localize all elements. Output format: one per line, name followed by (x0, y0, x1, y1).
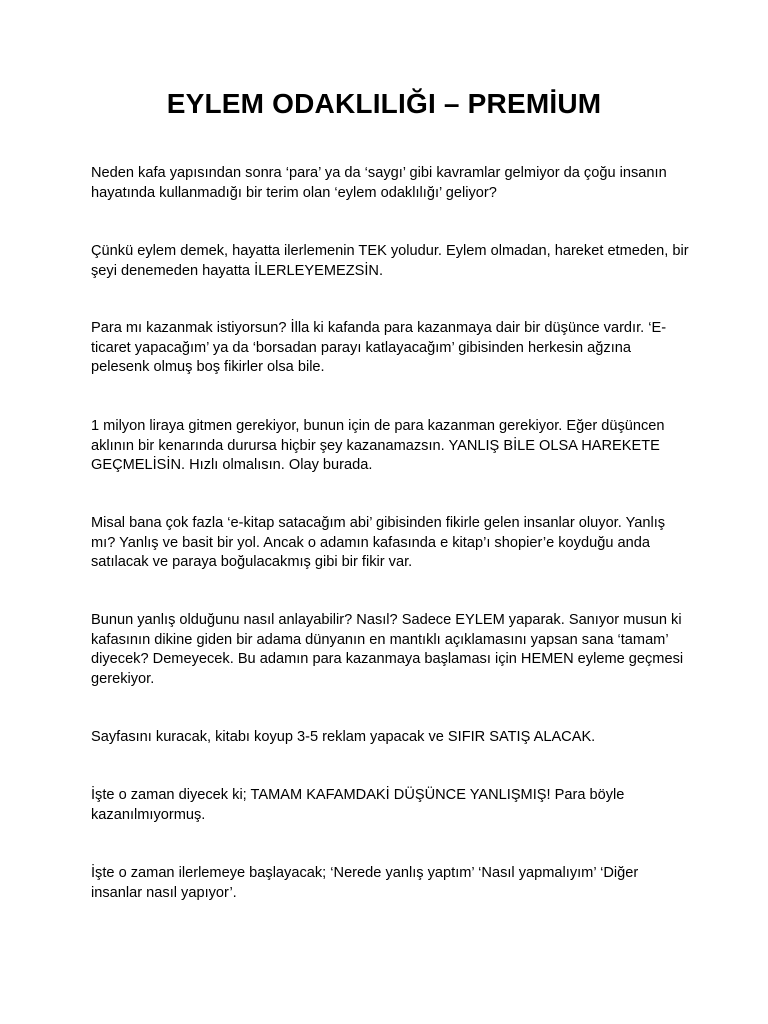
document-title: EYLEM ODAKLILIĞI – PREMİUM (166, 88, 602, 119)
paragraph-3: Para mı kazanmak istiyorsun? İlla ki kafanda para kazanmaya dair bir düşünce vardır. ‘E- ticaret yapacağım’ ya da ‘borsadan parayı katlayacağım’ gibisinden herkesin ağzına pelesenk olmuş boş fikirler olsa bile. (91, 320, 667, 375)
paragraph-9: İşte o zaman ilerlemeye başlayacak; ‘Nerede yanlış yaptım’ ‘Nasıl yapmalıyım’ ‘Diğer insanlar nasıl yapıyor’. (91, 865, 639, 901)
paragraph-4: 1 milyon liraya gitmen gerekiyor, bunun için de para kazanman gerekiyor. Eğer düşüncen aklının bir kenarında durursa hiçbir şey kazanamazsın. YANLIŞ BİLE OLSA HAREKETE GEÇMELİSİN. Hızlı olmalısın. Olay burada. (91, 418, 665, 473)
paragraph-7: Sayfasını kuracak, kitabı koyup 3-5 reklam yapacak ve SIFIR SATIŞ ALACAK. (91, 729, 596, 745)
paragraph-1: Neden kafa yapısından sonra ‘para’ ya da ‘saygı’ gibi kavramlar gelmiyor da çoğu insanın hayatında kullanmadığı bir terim olan ‘eylem odaklılığı’ geliyor? (91, 165, 667, 201)
paragraph-6: Bunun yanlış olduğunu nasıl anlayabilir? Nasıl? Sadece EYLEM yaparak. Sanıyor musun ki kafasının dikine giden bir adama dünyanın en mantıklı açıklamasını yapsan sana ‘tamam’ diyecek? Demeyecek. Bu adamın para kazanmaya başlaması için HEMEN eyleme geçmesi gerekiyor. (91, 612, 684, 687)
paragraph-8: İşte o zaman diyecek ki; TAMAM KAFAMDAKİ DÜŞÜNCE YANLIŞMIŞ! Para böyle kazanılmıyormuş. (91, 787, 625, 823)
paragraph-2: Çünkü eylem demek, hayatta ilerlemenin TEK yoludur. Eylem olmadan, hareket etmeden, bir şeyi denemeden hayatta İLERLEYEMEZSİN. (91, 243, 689, 279)
paragraph-5: Misal bana çok fazla ‘e-kitap satacağım abi’ gibisinden fikirle gelen insanlar oluyor. Yanlış mı? Yanlış ve basit bir yol. Ancak o adamın kafasında e kitap’ı shopier’e koyduğu anda satılacak ve paraya boğulacakmış gibi bir fikir var. (91, 515, 666, 570)
